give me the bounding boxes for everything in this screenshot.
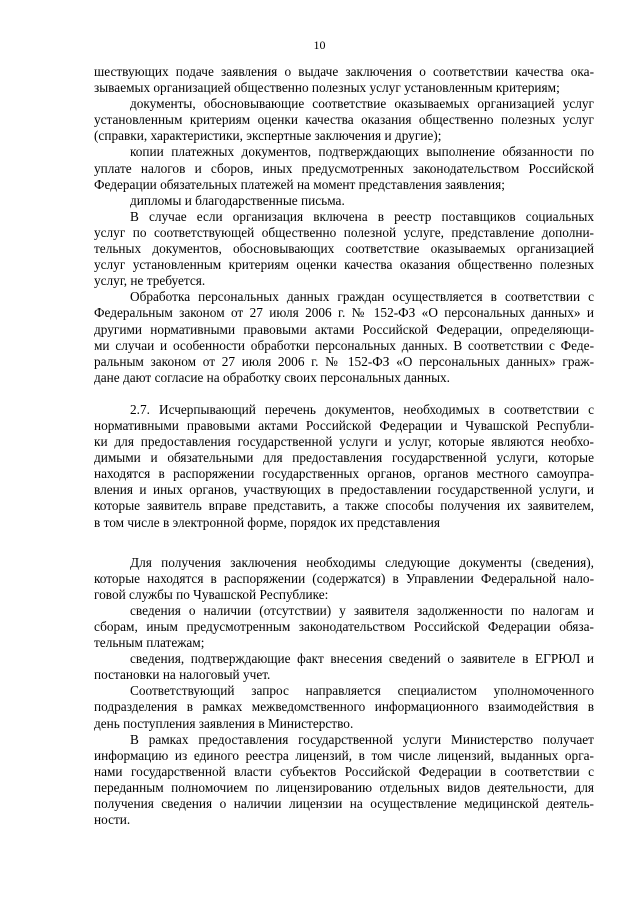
- text-line: нами государственной власти субъектов Российской Федерации в соответствии с: [94, 763, 594, 779]
- text-line: тельным платежам;: [94, 635, 205, 651]
- text-line: подразделения в рамках межведомственного информационного взаимодействия в: [94, 699, 594, 715]
- text-line: сборам, иным предусмотренным законодательством Российской Федерации обяза-: [94, 619, 594, 634]
- text-line: которые находятся в распоряжении (содержатся) в Управлении Федеральной нало-: [94, 570, 594, 586]
- document-body: [94, 64, 594, 828]
- text-line: шествующих подаче заявления о выдаче заключения о соответствии качества ока-: [94, 64, 594, 79]
- text-line: находятся в распоряжении государственных органов, органов местного самоупра-: [94, 466, 594, 482]
- text-line: услуг установленным критериям оценки качества оказания общественно полезных: [94, 257, 594, 273]
- text-line: дане дают согласие на обработку своих персональных данных.: [94, 369, 450, 385]
- text-line: говой службы по Чувашской Республике:: [94, 586, 329, 602]
- text-line: Обработка персональных данных граждан осуществляется в соответствии с: [130, 289, 594, 305]
- text-line: димыми и обязательными для предоставления государственной услуги, которые: [94, 450, 594, 466]
- text-line: ми случаи и особенности обработки персональных данных. В соответствии с Феде-: [94, 337, 594, 353]
- text-line: которые заявитель вправе представить, а также способы получения их заявителем,: [94, 498, 594, 514]
- paragraph-gap: [94, 386, 594, 402]
- text-line: услуг по соответствующей общественно полезной услуге, представление дополни-: [94, 224, 594, 240]
- text-line: копии платежных документов, подтверждающих выполнение обязанности по: [130, 144, 594, 160]
- text-line: 2.7. Исчерпывающий перечень документов, необходимых в соответствии с: [130, 401, 594, 417]
- text-line: дипломы и благодарственные письма.: [130, 192, 345, 208]
- text-line: получения сведения о наличии лицензии на осуществление медицинской деятель-: [94, 796, 594, 812]
- text-line: тельных документов, обосновывающих соответствие оказываемых организацией: [94, 241, 594, 257]
- text-line: документы, обосновывающие соответствие оказываемых организацией услуг: [130, 96, 594, 112]
- text-line: сведения, подтверждающие факт внесения сведений о заявителе в ЕГРЮЛ и: [130, 651, 594, 667]
- text-line: В рамках предоставления государственной услуги Министерство получает: [130, 731, 594, 747]
- text-line: вления и иных органов, участвующих в предоставлении государственной услуги, и: [94, 482, 594, 498]
- text-line: В случае если организация включена в реестр поставщиков социальных: [130, 208, 594, 224]
- text-line: информацию из единого реестра лицензий, в том числе лицензий, выданных орга-: [94, 747, 594, 763]
- text-line: Федеральным законом от 27 июля 2006 г. № 152-ФЗ «О персональных данных» и: [94, 305, 594, 321]
- text-line: переданным полномочием по лицензированию отдельных видов деятельности, для: [94, 779, 594, 795]
- text-line: зываемых организацией общественно полезных услуг установленным критериям;: [94, 80, 560, 96]
- text-line: постановки на налоговый учет.: [94, 667, 271, 683]
- text-line: (справки, характеристики, экспертные заключения и другие);: [94, 128, 442, 144]
- text-line: ральным законом от 27 июля 2006 г. № 152-ФЗ «О персональных данных» граж-: [94, 353, 594, 369]
- page-number: 10: [313, 38, 326, 52]
- text-line: в том числе в электронной форме, порядок их представления: [94, 514, 440, 530]
- text-line: установленным критериям оценки качества оказания общественно полезных услуг: [94, 112, 594, 128]
- paragraph-gap: [94, 531, 594, 555]
- text-line: ности.: [94, 812, 131, 828]
- text-line: другими нормативными правовыми актами Российской Федерации, определяющи-: [94, 321, 594, 337]
- text-line: сведения о наличии (отсутствии) у заявителя задолженности по налогам и: [130, 602, 594, 618]
- text-line: Соответствующий запрос направляется специалистом уполномоченного: [130, 683, 594, 699]
- text-line: Федерации обязательных платежей на момент представления заявления;: [94, 176, 505, 192]
- text-line: день поступления заявления в Министерство.: [94, 715, 354, 731]
- text-line: услуг, не требуется.: [94, 273, 206, 289]
- text-line: ки для предоставления государственной услуги и услуг, которые являются необхо-: [94, 434, 594, 450]
- text-line: нормативными правовыми актами Российской Федерации и Чувашской Республи-: [94, 417, 594, 433]
- text-line: Для получения заключения необходимы следующие документы (сведения),: [130, 554, 594, 570]
- text-line: уплате налогов и сборов, иных предусмотренных законодательством Российской: [94, 160, 594, 176]
